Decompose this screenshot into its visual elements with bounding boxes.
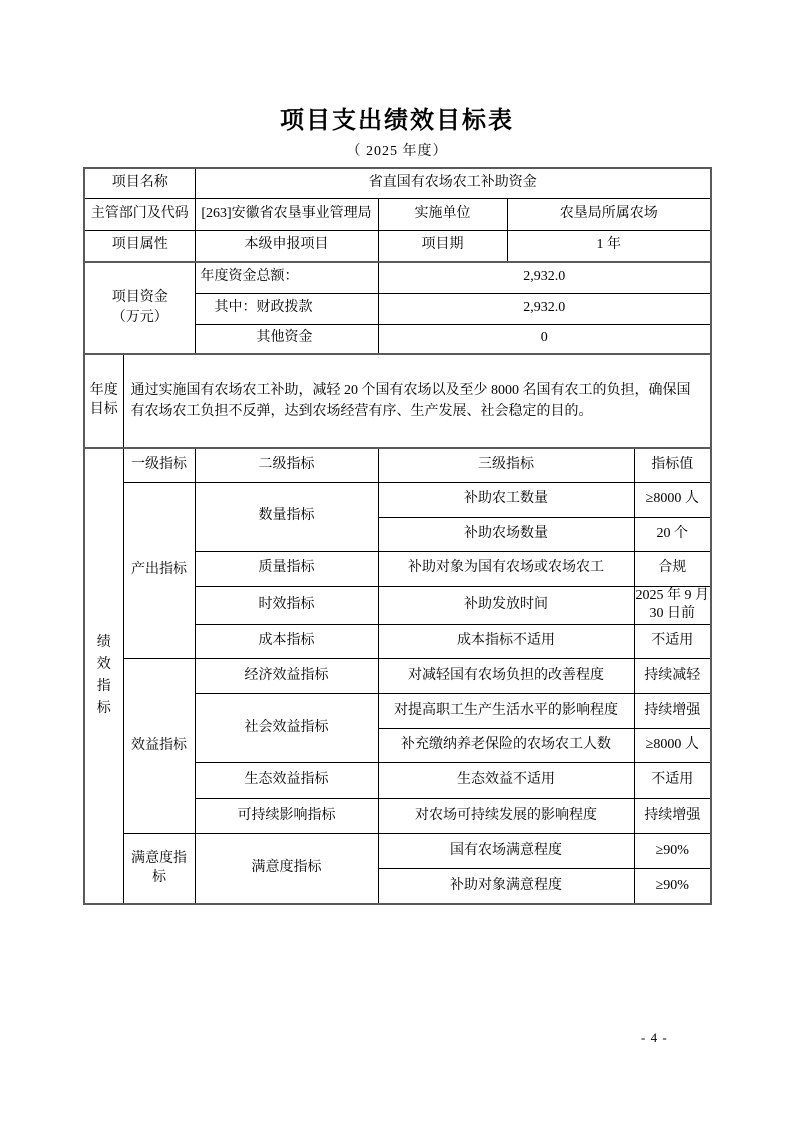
level3-farm-count: 补助农场数量	[378, 517, 634, 551]
value-sustainable: 持续增强	[634, 799, 711, 834]
impl-unit-label: 实施单位	[378, 198, 507, 230]
level3-satisfaction-farm: 国有农场满意程度	[378, 834, 634, 869]
level1-satisfaction: 满意度指标	[123, 834, 195, 904]
annual-goal-label: 年度目标	[84, 354, 123, 448]
funds-other-value: 0	[378, 324, 711, 354]
level1-benefit: 效益指标	[123, 659, 195, 834]
row-indicator-header	[84, 448, 711, 482]
level3-economic: 对减轻国有农场负担的改善程度	[378, 659, 634, 694]
value-satisfaction-farm: ≥90%	[634, 834, 711, 869]
level2-social: 社会效益指标	[195, 694, 378, 763]
value-timeliness: 2025 年 9 月 30 日前	[634, 586, 711, 625]
value-ecological: 不适用	[634, 763, 711, 799]
level3-social-1: 对提高职工生产生活水平的影响程度	[378, 694, 634, 729]
row-annual-goal	[84, 354, 711, 448]
value-quality: 合规	[634, 551, 711, 586]
level3-worker-count: 补助农工数量	[378, 482, 634, 517]
funds-label-line1: 项目资金	[111, 290, 168, 305]
funds-total-value: 2,932.0	[378, 262, 711, 293]
level1-output: 产出指标	[123, 482, 195, 659]
value-social-2: ≥8000 人	[634, 729, 711, 763]
level2-satisfaction: 满意度指标	[195, 834, 378, 904]
funds-label-line2: （万元）	[111, 310, 168, 325]
funds-total-label: 年度资金总额：	[195, 262, 378, 293]
funds-other-label: 其他资金	[195, 324, 378, 354]
table-row	[84, 482, 711, 517]
impl-unit-value: 农垦局所属农场	[507, 198, 711, 230]
header-value: 指标值	[634, 448, 711, 482]
attr-label: 项目属性	[84, 230, 195, 262]
period-label: 项目期	[378, 230, 507, 262]
table-row	[84, 834, 711, 869]
project-name-value: 省直国有农场农工补助资金	[195, 168, 711, 198]
level3-cost: 成本指标不适用	[378, 625, 634, 659]
page-subtitle: （ 2025 年度）	[346, 144, 448, 159]
level2-cost: 成本指标	[195, 625, 378, 659]
funds-fiscal-label: 其中：财政拨款	[195, 293, 378, 324]
row-project-name	[84, 168, 711, 198]
level3-satisfaction-target: 补助对象满意程度	[378, 869, 634, 904]
performance-target-table	[83, 167, 712, 905]
level3-timeliness: 补助发放时间	[378, 586, 634, 625]
level2-sustainable: 可持续影响指标	[195, 799, 378, 834]
level2-quality: 质量指标	[195, 551, 378, 586]
level2-ecological: 生态效益指标	[195, 763, 378, 799]
value-farm-count: 20 个	[634, 517, 711, 551]
header-level1: 一级指标	[123, 448, 195, 482]
value-worker-count: ≥8000 人	[634, 482, 711, 517]
project-name-label: 项目名称	[84, 168, 195, 198]
page-title: 项目支出绩效目标表	[280, 108, 514, 134]
value-economic: 持续减轻	[634, 659, 711, 694]
level2-economic: 经济效益指标	[195, 659, 378, 694]
indicator-section-label	[84, 448, 123, 904]
funds-label	[84, 262, 195, 354]
level3-social-2: 补充缴纳养老保险的农场农工人数	[378, 729, 634, 763]
page-number: - 4 -	[641, 1030, 668, 1045]
row-dept	[84, 198, 711, 230]
value-social-1: 持续增强	[634, 694, 711, 729]
period-value: 1 年	[507, 230, 711, 262]
level3-ecological: 生态效益不适用	[378, 763, 634, 799]
level3-quality: 补助对象为国有农场或农场农工	[378, 551, 634, 586]
level2-quantity: 数量指标	[195, 482, 378, 551]
annual-goal-text: 通过实施国有农场农工补助，减轻 20 个国有农场以及至少 8000 名国有农工的负担，确保国有农场农工负担不反弹，达到农场经营有序、生产发展、社会稳定的目的。	[123, 354, 711, 448]
funds-fiscal-value: 2,932.0	[378, 293, 711, 324]
indicator-section-label-text: 绩效指标	[96, 634, 111, 716]
attr-value: 本级申报项目	[195, 230, 378, 262]
dept-label: 主管部门及代码	[84, 198, 195, 230]
dept-value: [263]安徽省农垦事业管理局	[195, 198, 378, 230]
level2-timeliness: 时效指标	[195, 586, 378, 625]
value-satisfaction-target: ≥90%	[634, 869, 711, 904]
value-cost: 不适用	[634, 625, 711, 659]
row-funds-total	[84, 262, 711, 293]
row-attr	[84, 230, 711, 262]
header-level2: 二级指标	[195, 448, 378, 482]
level3-sustainable: 对农场可持续发展的影响程度	[378, 799, 634, 834]
table-row	[84, 659, 711, 694]
header-level3: 三级指标	[378, 448, 634, 482]
